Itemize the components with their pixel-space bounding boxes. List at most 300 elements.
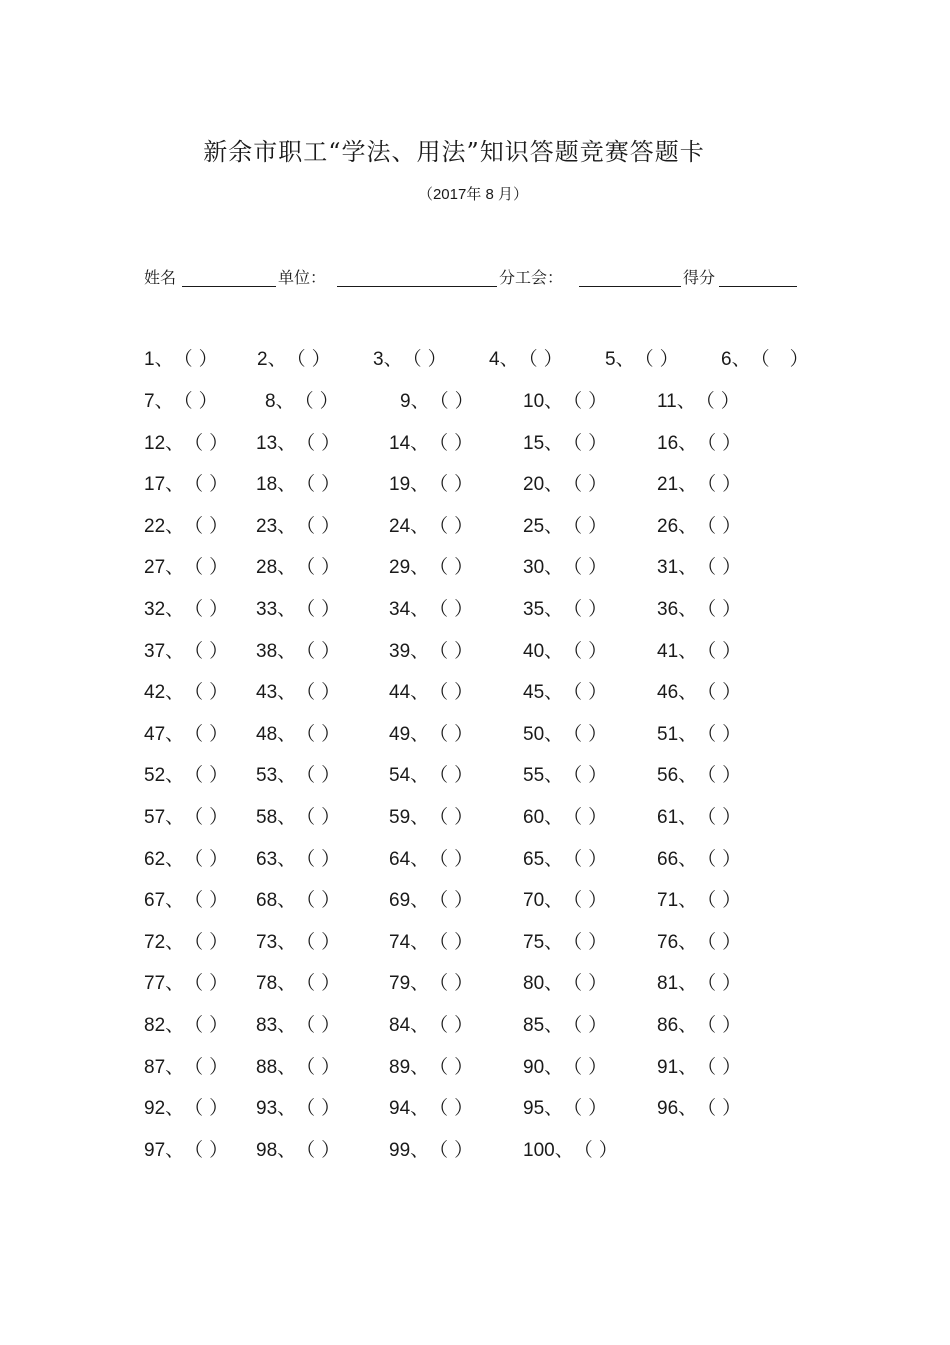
answer-paren-open: （ xyxy=(697,640,717,662)
answer-paren-open: （ xyxy=(184,432,204,454)
answer-paren-open: （ xyxy=(563,474,583,496)
answer-paren-close: ） xyxy=(659,349,679,370)
page-subtitle: （2017年 8 月） xyxy=(417,186,529,203)
answer-paren-open: （ xyxy=(429,1139,449,1161)
answer-paren-open: （ xyxy=(573,1139,593,1161)
answer-item xyxy=(389,1140,473,1162)
question-number: 84、 xyxy=(389,1015,430,1036)
answer-paren-open: （ xyxy=(429,640,449,662)
answer-item xyxy=(389,932,473,954)
answer-paren-open: （ xyxy=(429,848,449,870)
question-number: 81、 xyxy=(657,973,698,995)
answer-item xyxy=(256,724,340,746)
answer-item xyxy=(400,391,474,413)
question-number: 63、 xyxy=(256,848,297,870)
answer-paren-open: （ xyxy=(296,973,316,995)
question-number: 25、 xyxy=(523,515,564,537)
score-label: 得分 xyxy=(683,270,716,287)
answer-paren-close: ） xyxy=(454,723,474,745)
question-number: 17、 xyxy=(144,474,185,496)
question-number: 22、 xyxy=(144,515,185,537)
question-number: 12、 xyxy=(144,432,185,454)
question-number: 2、 xyxy=(257,349,287,370)
question-number: 74、 xyxy=(389,931,430,953)
answer-paren-open: （ xyxy=(296,557,316,579)
answer-paren-open: （ xyxy=(184,599,204,620)
answer-item xyxy=(523,1098,607,1120)
answer-item xyxy=(657,557,741,579)
answer-item xyxy=(373,349,447,371)
answer-item xyxy=(144,765,228,787)
answer-paren-close: ） xyxy=(588,432,608,454)
answer-item xyxy=(144,641,228,663)
answer-paren-close: ） xyxy=(722,557,742,579)
answer-item xyxy=(389,557,473,579)
answer-item xyxy=(256,849,340,871)
answer-item xyxy=(605,349,679,371)
answer-item xyxy=(523,932,607,954)
question-number: 71、 xyxy=(657,890,698,912)
question-number: 28、 xyxy=(256,557,297,579)
answer-paren-close: ） xyxy=(321,723,341,745)
answer-paren-open: （ xyxy=(563,931,583,953)
answer-paren-close: ） xyxy=(209,1015,229,1036)
score-field[interactable] xyxy=(719,286,797,287)
answer-paren-close: ） xyxy=(722,931,742,953)
answer-item xyxy=(144,516,228,538)
answer-paren-open: （ xyxy=(296,432,316,454)
answer-item xyxy=(657,973,741,995)
answer-item xyxy=(144,1015,228,1037)
answer-item xyxy=(523,724,607,746)
answer-paren-close: ） xyxy=(321,1056,341,1078)
answer-paren-open: （ xyxy=(697,515,717,537)
answer-item xyxy=(523,557,607,579)
question-number: 33、 xyxy=(256,599,297,620)
answer-item xyxy=(256,682,340,704)
answer-paren-open: （ xyxy=(563,1056,583,1078)
branch-field[interactable] xyxy=(579,286,681,287)
answer-item xyxy=(256,807,340,829)
answer-paren-open: （ xyxy=(563,515,583,537)
question-number: 82、 xyxy=(144,1015,185,1036)
answer-item xyxy=(144,890,228,912)
question-number: 57、 xyxy=(144,807,185,828)
question-number: 44、 xyxy=(389,682,430,704)
answer-paren-open: （ xyxy=(563,391,583,412)
answer-item xyxy=(389,765,473,787)
answer-paren-close: ） xyxy=(454,599,474,620)
question-number: 56、 xyxy=(657,765,698,787)
answer-item xyxy=(657,516,741,538)
question-number: 53、 xyxy=(256,765,297,787)
question-number: 42、 xyxy=(144,682,185,704)
answer-item xyxy=(523,682,607,704)
answer-paren-close: ） xyxy=(311,349,331,370)
question-number: 68、 xyxy=(256,890,297,912)
question-number: 88、 xyxy=(256,1056,297,1078)
answer-paren-close: ） xyxy=(720,391,740,412)
answer-paren-close: ） xyxy=(588,807,608,828)
question-number: 51、 xyxy=(657,723,698,745)
answer-paren-open: （ xyxy=(697,890,717,912)
answer-paren-open: （ xyxy=(563,807,583,828)
answer-item xyxy=(389,807,473,829)
answer-paren-open: （ xyxy=(697,682,717,704)
question-number: 38、 xyxy=(256,640,297,662)
question-number: 39、 xyxy=(389,640,430,662)
question-number: 98、 xyxy=(256,1139,297,1161)
answer-paren-open: （ xyxy=(296,599,316,620)
answer-paren-close: ） xyxy=(454,640,474,662)
answer-item xyxy=(265,391,339,413)
answer-paren-close: ） xyxy=(588,765,608,787)
question-number: 3、 xyxy=(373,349,403,370)
question-number: 64、 xyxy=(389,848,430,870)
answer-paren-close: ） xyxy=(543,349,563,370)
answer-item xyxy=(389,1057,473,1079)
question-number: 31、 xyxy=(657,557,698,579)
question-number: 52、 xyxy=(144,765,185,787)
answer-paren-close: ） xyxy=(722,474,742,496)
page-title: 新余市职工“学法、用法”知识答题竞赛答题卡 xyxy=(203,138,705,166)
answer-paren-open: （ xyxy=(184,931,204,953)
question-number: 46、 xyxy=(657,682,698,704)
answer-paren-open: （ xyxy=(563,599,583,620)
answer-paren-open: （ xyxy=(429,807,449,828)
answer-item xyxy=(523,890,607,912)
answer-item xyxy=(256,1057,340,1079)
question-number: 55、 xyxy=(523,765,564,787)
answer-item xyxy=(389,474,473,496)
answer-paren-open: （ xyxy=(184,890,204,912)
answer-paren-close: ） xyxy=(454,682,474,704)
answer-paren-open: （ xyxy=(429,391,449,412)
question-number: 36、 xyxy=(657,599,698,620)
answer-item xyxy=(523,391,607,413)
answer-paren-close: ） xyxy=(321,432,341,454)
answer-paren-open: （ xyxy=(429,890,449,912)
answer-paren-close: ） xyxy=(321,890,341,912)
question-number: 87、 xyxy=(144,1056,185,1078)
answer-paren-open: （ xyxy=(184,682,204,704)
answer-item xyxy=(144,1140,228,1162)
question-number: 92、 xyxy=(144,1098,185,1120)
question-number: 11、 xyxy=(657,391,696,412)
answer-paren-close: ） xyxy=(427,349,447,370)
answer-paren-close: ） xyxy=(209,765,229,787)
answer-item xyxy=(256,1015,340,1037)
answer-item xyxy=(389,433,473,455)
answer-paren-open: （ xyxy=(296,682,316,704)
answer-item xyxy=(144,724,228,746)
answer-paren-close: ） xyxy=(722,599,742,620)
question-number: 78、 xyxy=(256,973,297,995)
question-number: 5、 xyxy=(605,349,635,370)
answer-paren-close: ） xyxy=(722,640,742,662)
question-number: 80、 xyxy=(523,973,564,995)
answer-paren-open: （ xyxy=(518,349,538,370)
answer-paren-open: （ xyxy=(296,474,316,496)
question-number: 21、 xyxy=(657,474,698,496)
answer-paren-open: （ xyxy=(184,1139,204,1161)
answer-paren-open: （ xyxy=(429,1056,449,1078)
answer-paren-close: ） xyxy=(321,474,341,496)
question-number: 10、 xyxy=(523,391,564,412)
name-field[interactable] xyxy=(182,286,276,287)
question-number: 43、 xyxy=(256,682,297,704)
answer-paren-close: ） xyxy=(209,807,229,828)
answer-item xyxy=(389,724,473,746)
answer-paren-close: ） xyxy=(454,474,474,496)
answer-item xyxy=(657,765,741,787)
answer-paren-open: （ xyxy=(429,599,449,620)
answer-paren-open: （ xyxy=(563,890,583,912)
answer-paren-open: （ xyxy=(697,557,717,579)
answer-paren-close: ） xyxy=(454,848,474,870)
answer-item xyxy=(144,391,218,413)
answer-paren-open: （ xyxy=(429,682,449,704)
answer-paren-close: ） xyxy=(209,432,229,454)
question-number: 32、 xyxy=(144,599,185,620)
answer-paren-close: ） xyxy=(588,474,608,496)
answer-paren-close: ） xyxy=(209,931,229,953)
answer-item xyxy=(657,890,741,912)
answer-item xyxy=(144,1057,228,1079)
answer-item xyxy=(256,641,340,663)
answer-item xyxy=(523,807,607,829)
answer-paren-close: ） xyxy=(588,557,608,579)
answer-paren-open: （ xyxy=(429,557,449,579)
answer-paren-open: （ xyxy=(429,474,449,496)
answer-paren-open: （ xyxy=(697,931,717,953)
answer-item xyxy=(256,765,340,787)
answer-paren-open: （ xyxy=(429,515,449,537)
answer-paren-close: ） xyxy=(454,807,474,828)
question-number: 67、 xyxy=(144,890,185,912)
answer-item xyxy=(523,1140,618,1162)
question-number: 1、 xyxy=(144,349,174,370)
answer-paren-open: （ xyxy=(429,723,449,745)
answer-paren-open: （ xyxy=(634,349,654,370)
answer-paren-open: （ xyxy=(184,1015,204,1036)
question-number: 99、 xyxy=(389,1139,430,1161)
answer-paren-open: （ xyxy=(184,640,204,662)
answer-item xyxy=(657,1015,741,1037)
answer-item xyxy=(144,557,228,579)
answer-item xyxy=(144,973,228,995)
answer-paren-close: ） xyxy=(321,848,341,870)
question-number: 75、 xyxy=(523,931,564,953)
answer-item xyxy=(523,516,607,538)
answer-paren-open: （ xyxy=(697,765,717,787)
unit-label: 单位： xyxy=(278,270,327,287)
answer-paren-close: ） xyxy=(588,848,608,870)
question-number: 47、 xyxy=(144,723,185,745)
answer-paren-open: （ xyxy=(296,1015,316,1036)
answer-paren-open: （ xyxy=(296,848,316,870)
answer-paren-open: （ xyxy=(697,807,717,828)
answer-item xyxy=(257,349,331,371)
answer-item xyxy=(256,890,340,912)
answer-paren-close: ） xyxy=(454,931,474,953)
answer-item xyxy=(389,682,473,704)
answer-paren-open: （ xyxy=(563,765,583,787)
answer-paren-open: （ xyxy=(429,1098,449,1120)
question-number: 91、 xyxy=(657,1056,698,1078)
answer-item xyxy=(389,641,473,663)
answer-paren-open: （ xyxy=(184,765,204,787)
answer-paren-close: ） xyxy=(588,931,608,953)
answer-paren-open: （ xyxy=(296,807,316,828)
answer-paren-open: （ xyxy=(429,432,449,454)
answer-paren-open: （ xyxy=(563,640,583,662)
branch-label: 分工会： xyxy=(499,270,564,287)
question-number: 73、 xyxy=(256,931,297,953)
answer-paren-close: ） xyxy=(722,807,742,828)
answer-paren-close: ） xyxy=(321,515,341,537)
question-number: 7、 xyxy=(144,391,174,412)
answer-item xyxy=(721,349,809,371)
answer-paren-open: （ xyxy=(563,682,583,704)
question-number: 9、 xyxy=(400,391,430,412)
answer-item xyxy=(144,1098,228,1120)
answer-item xyxy=(523,641,607,663)
answer-item xyxy=(144,474,228,496)
answer-paren-close: ） xyxy=(454,557,474,579)
question-number: 8、 xyxy=(265,391,295,412)
answer-paren-open: （ xyxy=(173,349,193,370)
answer-paren-open: （ xyxy=(184,474,204,496)
answer-paren-close: ） xyxy=(722,1098,742,1120)
answer-paren-close: ） xyxy=(209,640,229,662)
answer-paren-close: ） xyxy=(209,848,229,870)
answer-paren-open: （ xyxy=(697,1015,717,1036)
answer-item xyxy=(657,682,741,704)
answer-paren-close: ） xyxy=(588,1015,608,1036)
answer-paren-open: （ xyxy=(184,807,204,828)
answer-paren-close: ） xyxy=(209,599,229,620)
answer-paren-close: ） xyxy=(722,890,742,912)
answer-item xyxy=(256,1098,340,1120)
answer-item xyxy=(657,474,741,496)
answer-item xyxy=(523,433,607,455)
answer-paren-close: ） xyxy=(321,765,341,787)
answer-paren-close: ） xyxy=(454,1056,474,1078)
answer-paren-open: （ xyxy=(296,515,316,537)
unit-field[interactable] xyxy=(337,286,497,287)
question-number: 85、 xyxy=(523,1015,564,1036)
answer-paren-open: （ xyxy=(697,432,717,454)
answer-paren-open: （ xyxy=(296,1139,316,1161)
answer-paren-open: （ xyxy=(296,890,316,912)
question-number: 27、 xyxy=(144,557,185,579)
question-number: 13、 xyxy=(256,432,297,454)
question-number: 18、 xyxy=(256,474,297,496)
answer-item xyxy=(389,516,473,538)
answer-paren-close: ） xyxy=(722,515,742,537)
answer-paren-close: ） xyxy=(722,1015,742,1036)
answer-item xyxy=(144,807,228,829)
question-number: 61、 xyxy=(657,807,698,828)
question-number: 96、 xyxy=(657,1098,698,1120)
answer-item xyxy=(144,433,228,455)
answer-paren-close: ） xyxy=(209,890,229,912)
answer-paren-open: （ xyxy=(184,557,204,579)
answer-paren-close: ） xyxy=(209,682,229,704)
answer-paren-close: ） xyxy=(454,515,474,537)
answer-paren-open: （ xyxy=(563,848,583,870)
answer-paren-open: （ xyxy=(697,599,717,620)
question-number: 65、 xyxy=(523,848,564,870)
answer-paren-open: （ xyxy=(695,391,715,412)
answer-paren-close: ） xyxy=(321,1098,341,1120)
answer-item xyxy=(144,932,228,954)
answer-paren-open: （ xyxy=(402,349,422,370)
question-number: 93、 xyxy=(256,1098,297,1120)
answer-item xyxy=(389,849,473,871)
answer-item xyxy=(523,474,607,496)
answer-paren-close: ） xyxy=(588,1098,608,1120)
answer-paren-open: （ xyxy=(296,1056,316,1078)
question-number: 50、 xyxy=(523,723,564,745)
answer-paren-close: ） xyxy=(454,765,474,787)
answer-paren-open: （ xyxy=(563,557,583,579)
question-number: 90、 xyxy=(523,1056,564,1078)
answer-paren-open: （ xyxy=(697,723,717,745)
name-label: 姓名 xyxy=(144,270,177,287)
answer-paren-open: （ xyxy=(697,474,717,496)
answer-paren-close: ） xyxy=(198,391,218,412)
answer-item xyxy=(523,1057,607,1079)
question-number: 95、 xyxy=(523,1098,564,1120)
answer-paren-open: （ xyxy=(563,973,583,995)
answer-paren-close: ） xyxy=(588,890,608,912)
answer-paren-open: （ xyxy=(563,1015,583,1036)
answer-paren-close: ） xyxy=(209,474,229,496)
answer-paren-open: （ xyxy=(184,848,204,870)
answer-paren-open: （ xyxy=(697,973,717,995)
answer-paren-open: （ xyxy=(296,765,316,787)
answer-item xyxy=(389,973,473,995)
question-number: 49、 xyxy=(389,723,430,745)
answer-item xyxy=(144,349,218,371)
answer-paren-close: ） xyxy=(588,723,608,745)
answer-item xyxy=(657,391,740,413)
answer-paren-close: ） xyxy=(454,1098,474,1120)
answer-paren-open: （ xyxy=(286,349,306,370)
answer-paren-close: ） xyxy=(454,432,474,454)
answer-paren-close: ） xyxy=(321,1015,341,1036)
question-number: 14、 xyxy=(389,432,430,454)
answer-paren-open: （ xyxy=(296,931,316,953)
answer-item xyxy=(256,1140,340,1162)
answer-item xyxy=(657,807,741,829)
answer-item xyxy=(144,682,228,704)
answer-item xyxy=(657,1057,741,1079)
question-number: 100、 xyxy=(523,1139,574,1161)
question-number: 66、 xyxy=(657,848,698,870)
answer-paren-close: ） xyxy=(454,1015,474,1036)
question-number: 30、 xyxy=(523,557,564,579)
answer-item xyxy=(657,641,741,663)
answer-paren-close: ） xyxy=(588,973,608,995)
answer-paren-open: （ xyxy=(184,1056,204,1078)
answer-paren-close: ） xyxy=(321,973,341,995)
answer-item xyxy=(657,724,741,746)
question-number: 58、 xyxy=(256,807,297,828)
question-number: 76、 xyxy=(657,931,698,953)
